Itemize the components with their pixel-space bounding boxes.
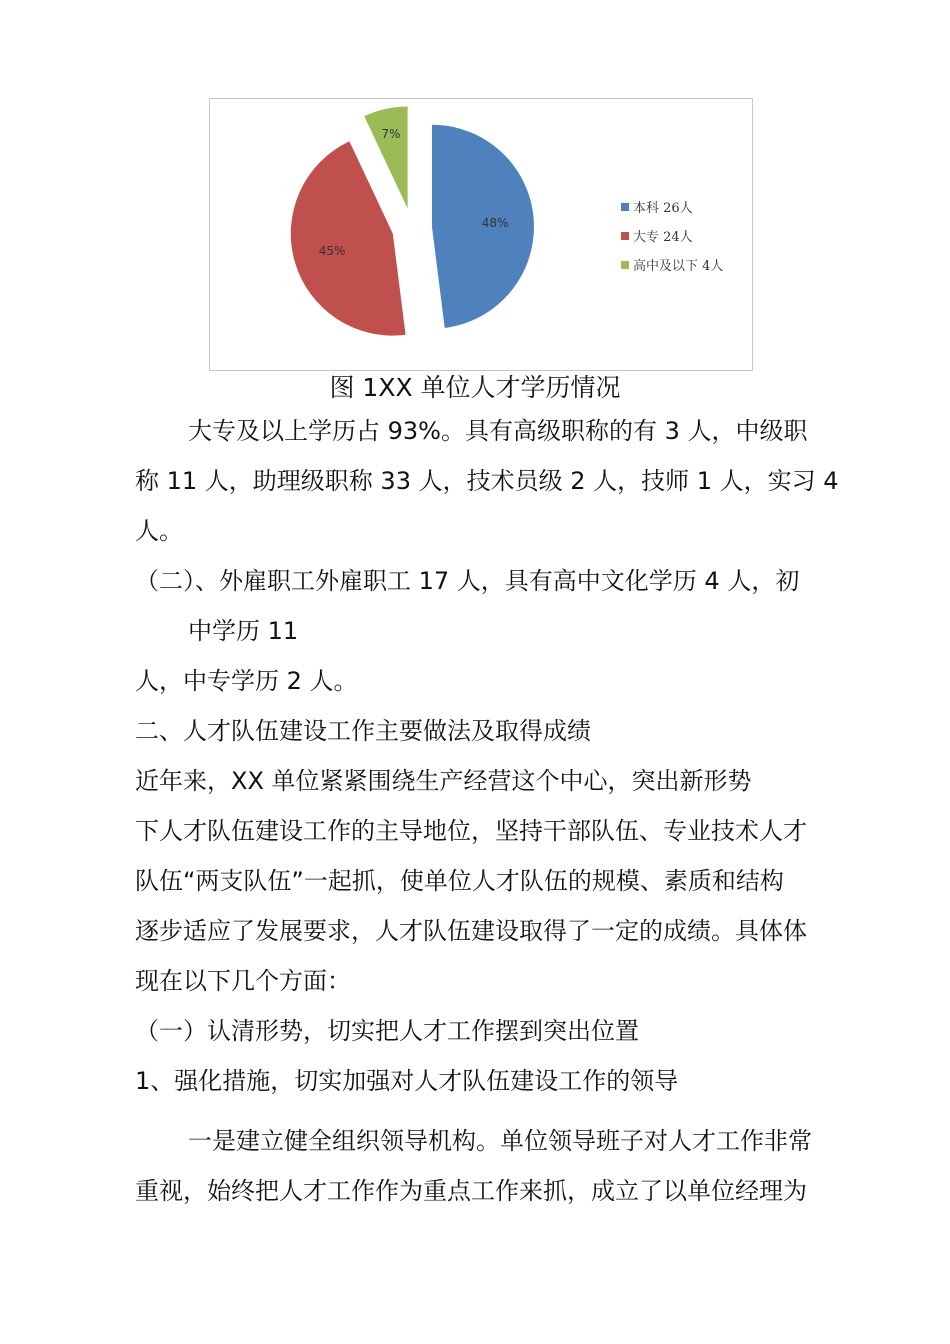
- paragraph-line: 队伍“两支队伍”一起抓，使单位人才队伍的规模、素质和结构: [135, 867, 784, 895]
- paragraph-line: 下人才队伍建设工作的主导地位，坚持干部队伍、专业技术人才: [135, 817, 807, 845]
- slice-percent-label: 45%: [318, 244, 346, 259]
- legend-label: 大专 24人: [633, 230, 693, 245]
- paragraph-line: 近年来，XX 单位紧紧围绕生产经营这个中心，突出新形势: [135, 767, 752, 795]
- legend-swatch: [621, 232, 629, 240]
- figure-caption: 图 1XX 单位人才学历情况: [329, 373, 621, 402]
- paragraph-line: 人。: [135, 517, 183, 545]
- legend-swatch: [621, 261, 629, 269]
- paragraph-line: 重视，始终把人才工作作为重点工作来抓，成立了以单位经理为: [135, 1177, 807, 1205]
- paragraph-line: 逐步适应了发展要求，人才队伍建设取得了一定的成绩。具体体: [135, 917, 807, 945]
- paragraph-line: 一是建立健全组织领导机构。单位领导班子对人才工作非常: [188, 1127, 812, 1155]
- education-pie-chart: [209, 98, 753, 371]
- paragraph-line: 称 11 人，助理级职称 33 人，技术员级 2 人，技师 1 人，实习 4: [135, 467, 839, 495]
- subsection-heading: （一）认清形势，切实把人才工作摆到突出位置: [135, 1017, 639, 1045]
- legend-label: 本科 26人: [633, 201, 693, 216]
- legend-label: 高中及以下 4人: [633, 259, 724, 274]
- pie-chart-svg: [210, 99, 754, 372]
- paragraph-line: （二）、外雇职工外雇职工 17 人，具有高中文化学历 4 人，初: [135, 567, 800, 595]
- legend-swatch: [621, 203, 629, 211]
- paragraph-line: 大专及以上学历占 93%。具有高级职称的有 3 人，中级职: [188, 417, 808, 445]
- slice-percent-label: 48%: [481, 215, 509, 230]
- paragraph-line: 人，中专学历 2 人。: [135, 667, 358, 695]
- paragraph-line: 现在以下几个方面：: [135, 967, 351, 995]
- paragraph-line: 中学历 11: [188, 617, 299, 645]
- section-heading: 二、人才队伍建设工作主要做法及取得成绩: [135, 717, 591, 745]
- slice-percent-label: 7%: [381, 126, 401, 141]
- subsection-heading: 1、强化措施，切实加强对人才队伍建设工作的领导: [135, 1067, 679, 1095]
- pie-slice: [291, 141, 406, 335]
